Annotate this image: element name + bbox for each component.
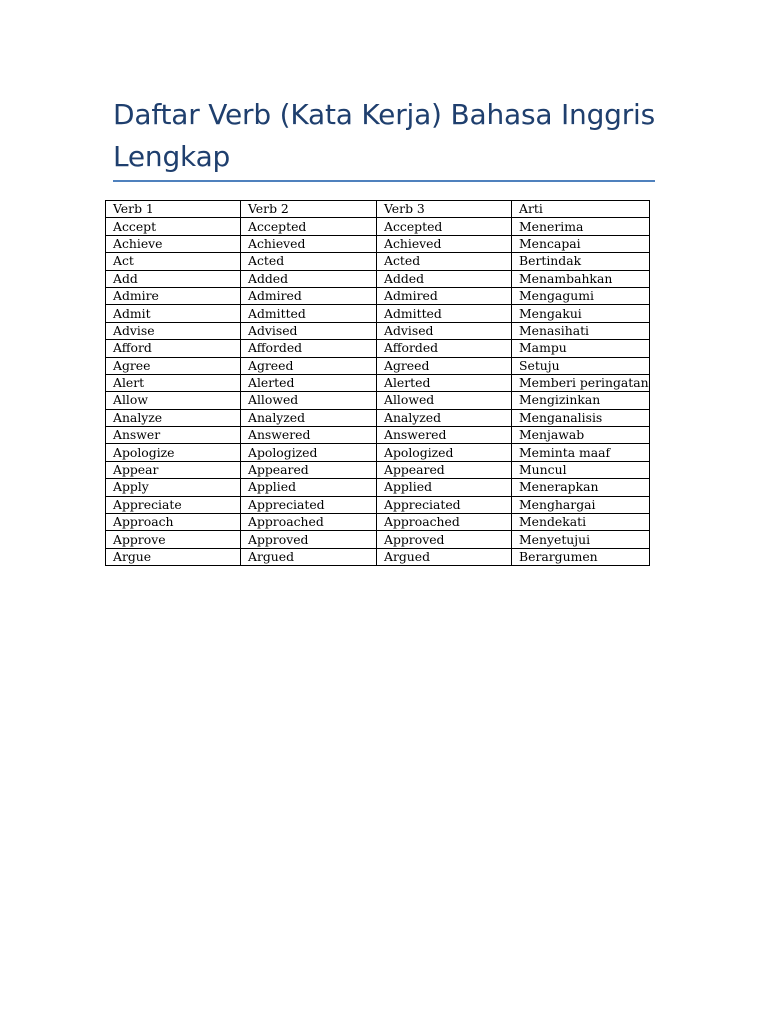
table-row [106, 427, 650, 444]
cell-arti: Menerapkan [512, 479, 650, 496]
cell-verb3: Analyzed [377, 409, 512, 426]
document-title: Daftar Verb (Kata Kerja) Bahasa Inggris Lengkap [113, 98, 656, 173]
header-verb2: Verb 2 [241, 201, 377, 218]
cell-arti: Menerima [512, 218, 650, 235]
cell-verb1: Argue [106, 548, 241, 565]
cell-verb1: Alert [106, 374, 241, 391]
cell-verb2: Agreed [241, 357, 377, 374]
table-row [106, 287, 650, 304]
cell-arti: Mendekati [512, 514, 650, 531]
cell-verb3: Advised [377, 322, 512, 339]
table-header-row [106, 201, 650, 218]
table-body [106, 218, 650, 566]
cell-verb2: Approved [241, 531, 377, 548]
cell-verb2: Added [241, 270, 377, 287]
cell-verb3: Added [377, 270, 512, 287]
table-row [106, 409, 650, 426]
cell-arti: Setuju [512, 357, 650, 374]
cell-verb1: Approach [106, 514, 241, 531]
cell-verb2: Alerted [241, 374, 377, 391]
cell-verb1: Achieve [106, 235, 241, 252]
cell-verb3: Alerted [377, 374, 512, 391]
cell-verb1: Analyze [106, 409, 241, 426]
header-arti: Arti [512, 201, 650, 218]
title-underline [113, 180, 655, 182]
cell-verb3: Apologized [377, 444, 512, 461]
cell-arti: Menambahkan [512, 270, 650, 287]
cell-verb3: Admitted [377, 305, 512, 322]
cell-verb2: Apologized [241, 444, 377, 461]
cell-verb2: Achieved [241, 235, 377, 252]
cell-verb2: Answered [241, 427, 377, 444]
cell-verb3: Afforded [377, 340, 512, 357]
cell-arti: Mengizinkan [512, 392, 650, 409]
table-row [106, 253, 650, 270]
cell-verb2: Approached [241, 514, 377, 531]
cell-verb3: Appreciated [377, 496, 512, 513]
cell-verb1: Admit [106, 305, 241, 322]
table-row [106, 340, 650, 357]
cell-verb3: Appeared [377, 461, 512, 478]
cell-arti: Menjawab [512, 427, 650, 444]
cell-verb2: Applied [241, 479, 377, 496]
cell-arti: Menghargai [512, 496, 650, 513]
header-verb1: Verb 1 [106, 201, 241, 218]
table-row [106, 496, 650, 513]
table-row [106, 444, 650, 461]
table-row [106, 322, 650, 339]
table-row [106, 218, 650, 235]
verb-table [105, 200, 650, 566]
cell-arti: Mengagumi [512, 287, 650, 304]
cell-arti: Berargumen [512, 548, 650, 565]
cell-arti: Memberi peringatan [512, 374, 650, 391]
cell-verb1: Approve [106, 531, 241, 548]
cell-verb3: Answered [377, 427, 512, 444]
cell-verb3: Allowed [377, 392, 512, 409]
cell-arti: Mencapai [512, 235, 650, 252]
cell-verb2: Allowed [241, 392, 377, 409]
cell-verb1: Appear [106, 461, 241, 478]
header-verb3: Verb 3 [377, 201, 512, 218]
table-row [106, 270, 650, 287]
cell-verb3: Approved [377, 531, 512, 548]
table-row [106, 548, 650, 565]
cell-arti: Menasihati [512, 322, 650, 339]
cell-verb2: Admitted [241, 305, 377, 322]
table-row [106, 392, 650, 409]
cell-verb2: Appreciated [241, 496, 377, 513]
table-row [106, 461, 650, 478]
cell-verb1: Afford [106, 340, 241, 357]
cell-verb3: Achieved [377, 235, 512, 252]
cell-verb1: Apply [106, 479, 241, 496]
cell-verb1: Agree [106, 357, 241, 374]
cell-verb1: Apologize [106, 444, 241, 461]
cell-verb3: Admired [377, 287, 512, 304]
cell-verb2: Admired [241, 287, 377, 304]
cell-verb2: Afforded [241, 340, 377, 357]
table-row [106, 479, 650, 496]
cell-verb1: Add [106, 270, 241, 287]
cell-verb2: Analyzed [241, 409, 377, 426]
cell-verb1: Appreciate [106, 496, 241, 513]
cell-verb1: Advise [106, 322, 241, 339]
cell-verb3: Agreed [377, 357, 512, 374]
cell-verb2: Appeared [241, 461, 377, 478]
cell-verb1: Allow [106, 392, 241, 409]
cell-arti: Mengakui [512, 305, 650, 322]
cell-verb2: Acted [241, 253, 377, 270]
cell-arti: Muncul [512, 461, 650, 478]
cell-verb3: Argued [377, 548, 512, 565]
cell-verb1: Accept [106, 218, 241, 235]
cell-verb1: Answer [106, 427, 241, 444]
table-row [106, 235, 650, 252]
cell-verb1: Act [106, 253, 241, 270]
cell-arti: Meminta maaf [512, 444, 650, 461]
table-row [106, 531, 650, 548]
table-row [106, 374, 650, 391]
table-row [106, 357, 650, 374]
cell-arti: Mampu [512, 340, 650, 357]
cell-verb3: Acted [377, 253, 512, 270]
cell-arti: Menyetujui [512, 531, 650, 548]
table-row [106, 514, 650, 531]
cell-verb3: Approached [377, 514, 512, 531]
cell-verb2: Advised [241, 322, 377, 339]
cell-verb2: Argued [241, 548, 377, 565]
table-row [106, 305, 650, 322]
cell-arti: Menganalisis [512, 409, 650, 426]
cell-verb1: Admire [106, 287, 241, 304]
cell-arti: Bertindak [512, 253, 650, 270]
cell-verb2: Accepted [241, 218, 377, 235]
cell-verb3: Applied [377, 479, 512, 496]
cell-verb3: Accepted [377, 218, 512, 235]
